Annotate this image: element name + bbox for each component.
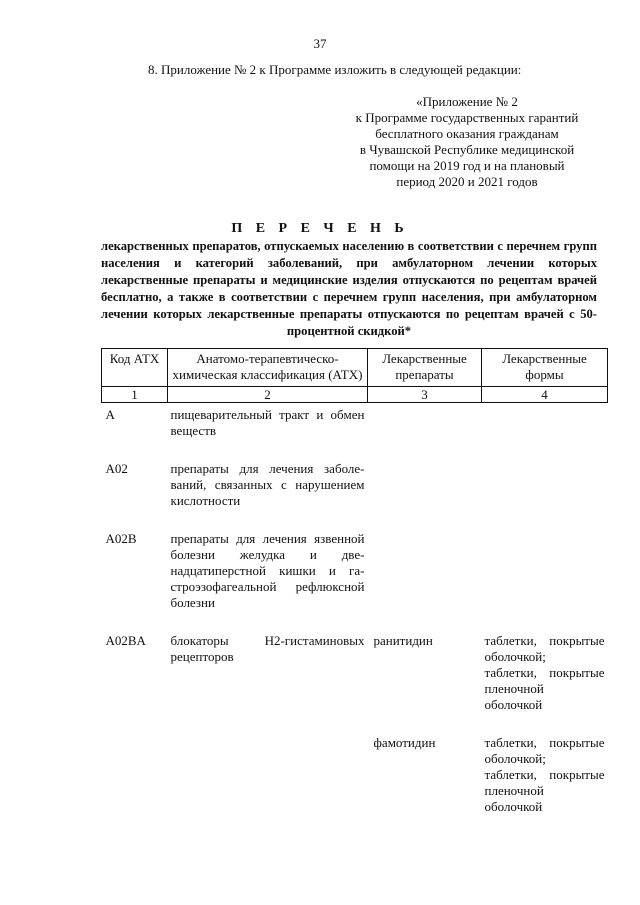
drug-table <box>101 348 608 837</box>
forms-cell <box>482 735 608 837</box>
atx-code-cell: A02B <box>105 531 137 546</box>
atx-class-cell <box>168 735 368 837</box>
dosage-form: таблетки, покрытые пленочной оболочкой <box>484 767 605 814</box>
atx-code-cell <box>102 735 168 837</box>
column-number: 1 <box>102 387 168 403</box>
drug-cell: ранитидин <box>373 633 433 648</box>
column-number: 3 <box>368 387 482 403</box>
table-row <box>102 531 608 633</box>
atx-code-cell: A <box>105 407 115 422</box>
dosage-form: таблетки, покрытые оболочкой; <box>484 633 605 664</box>
appendix-line: к Программе государственных гарантий <box>355 110 579 125</box>
table-row <box>102 735 608 837</box>
forms-cell <box>482 531 608 633</box>
appendix-header <box>336 94 598 190</box>
header-dosage-forms: Лекарственные формы <box>482 349 608 387</box>
table-row <box>102 403 608 462</box>
table-row <box>102 633 608 735</box>
appendix-line: «Приложение № 2 <box>416 94 518 109</box>
atx-class-cell: препараты для лечения язвенной болезни желудка и двенадцатиперстной кишки и гастроэзофагеальной рефлюксной болезни <box>170 531 365 610</box>
drug-cell <box>368 531 482 633</box>
appendix-line: в Чувашской Республике медицинской <box>359 142 575 157</box>
list-title: П Е Р Е Ч Е Н Ь <box>231 221 409 236</box>
appendix-line: бесплатного оказания гражданам <box>375 126 559 141</box>
drug-cell <box>368 403 482 462</box>
atx-class-cell: препараты для лечения заболеваний, связанных с нарушением кислотности <box>170 461 365 508</box>
drug-cell: фамотидин <box>373 735 436 750</box>
table-column-numbers-row <box>102 387 608 403</box>
table-row <box>102 461 608 531</box>
forms-cell <box>482 461 608 531</box>
header-atx-classification: Анатомо-терапевтическо-химическая классификация (АТХ) <box>168 349 368 387</box>
appendix-line: период 2020 и 2021 годов <box>396 174 538 189</box>
forms-cell <box>482 633 608 735</box>
dosage-form: таблетки, покрытые оболочкой; <box>484 735 605 766</box>
header-atx-code: Код АТХ <box>102 349 168 387</box>
atx-class-cell: блокаторы Н2-гистаминовых рецепторов <box>170 633 365 664</box>
column-number: 4 <box>482 387 608 403</box>
column-number: 2 <box>168 387 368 403</box>
appendix-line: помощи на 2019 год и на плановый <box>369 158 565 173</box>
forms-cell <box>482 403 608 462</box>
table-header-row <box>102 349 608 387</box>
amendment-intro: 8. Приложение № 2 к Программе изложить в следующей редакции: <box>148 62 522 77</box>
header-drugs: Лекарственные препараты <box>368 349 482 387</box>
dosage-form: таблетки, покрытые пленочной оболочкой <box>484 665 605 712</box>
atx-code-cell: A02BA <box>105 633 146 648</box>
drug-cell <box>368 461 482 531</box>
atx-class-cell: пищеварительный тракт и обмен веществ <box>170 407 365 438</box>
list-subtitle: лекарственных препаратов, отпускаемых населению в соответствии с перечнем групп населения и категорий заболеваний, при амбулаторном лечении которых лекарственные препараты и медицинские изделия отпускаются по рецептам врачей бесплатно, а также в соответствии с перечнем групп населения, при амбулаторном лечении которых лекарственные препараты отпускаются по рецептам врачей с 50-процентной скидкой* <box>101 239 597 338</box>
page-number: 37 <box>313 36 327 51</box>
atx-code-cell: A02 <box>105 461 128 476</box>
